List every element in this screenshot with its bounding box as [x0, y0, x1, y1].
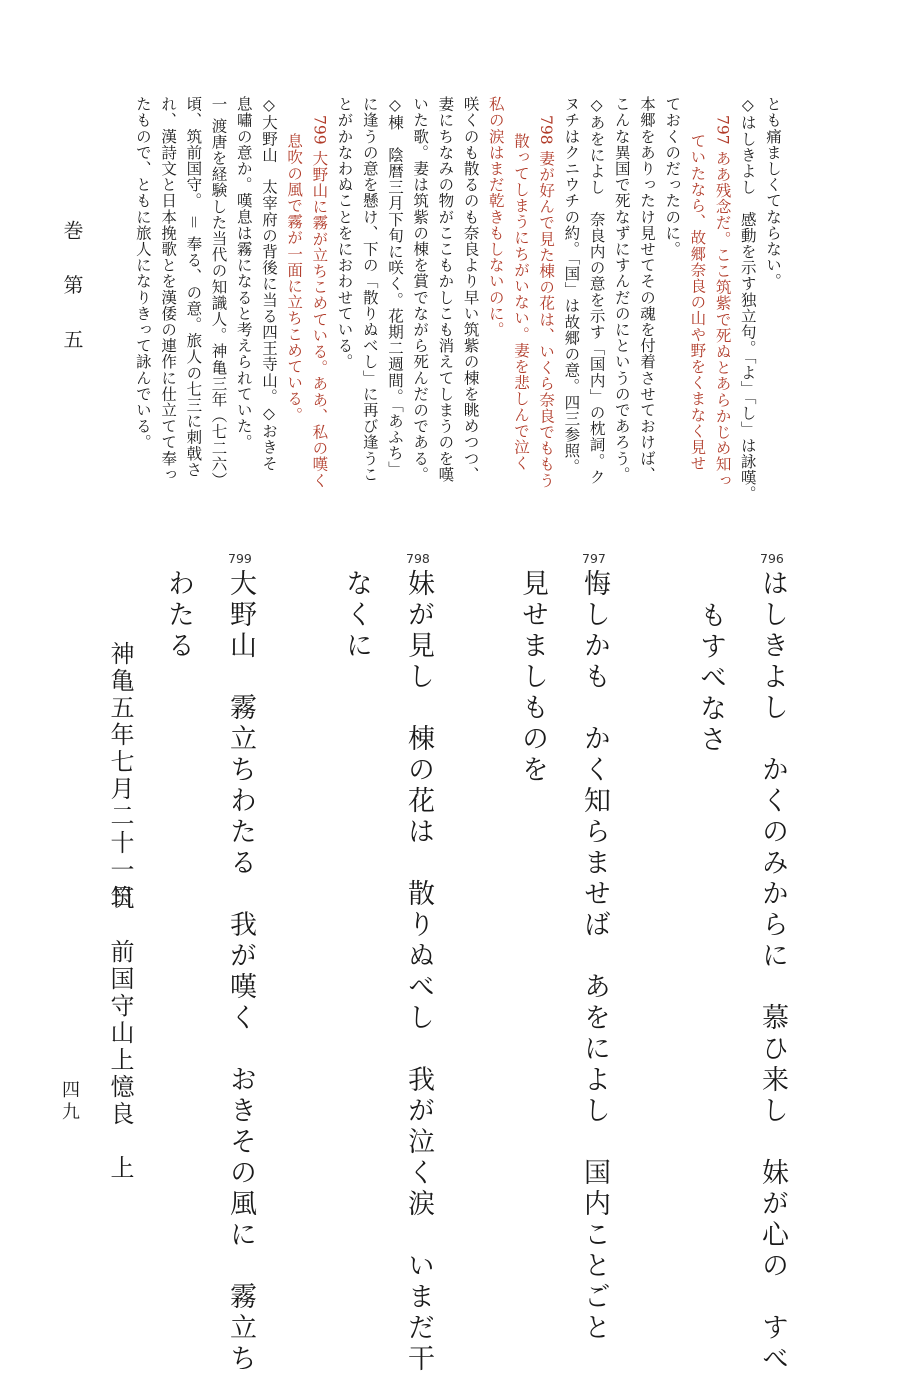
poem-line: 大野山 霧立ちわたる 我が嘆く おきその風に 霧立ち — [225, 569, 256, 1375]
commentary-block — [105, 96, 785, 526]
commentary-line: ておくのだったのに。 — [663, 96, 682, 257]
commentary-line: こんな異国で死なずにすんだのにというのであろう。 — [612, 96, 631, 483]
poem-line: 見せましものを — [517, 569, 548, 786]
poem-block — [100, 545, 800, 1375]
commentary-line: ◇あをによし 奈良内の意を示す「国内」の枕詞。ク — [587, 96, 606, 485]
commentary-line: たもので、ともに旅人になりきって詠んでいる。 — [133, 96, 152, 451]
translation-line: 大野山に霧が立ちこめている。ああ、私の嘆く — [310, 149, 329, 488]
poem-line: 妹が見し 棟の花は 散りぬべし 我が泣く涙 いまだ干 — [403, 569, 434, 1375]
translation-line: 散ってしまうにちがいない。妻を悲しんで泣く — [511, 133, 530, 472]
verse-number: 798 — [537, 114, 556, 145]
commentary-line: 本郷をありったけ見せてその魂を付着させておけば、 — [637, 96, 656, 483]
colophon-author: 筑 前国守山上憶良 上 — [106, 885, 134, 1182]
commentary-line: ◇棟 陰暦三月下旬に咲く。花期二週間。「あふち」 — [385, 96, 404, 478]
poem-line: わたる — [163, 569, 194, 662]
commentary-line: ◇大野山 太宰府の背後に当る四王寺山。◇おきそ — [259, 96, 278, 472]
colophon-date: 神亀五年七月二十一日 — [106, 641, 134, 911]
verse-number: 797 — [713, 114, 732, 145]
poem-number: 797 — [582, 551, 606, 566]
poem-number: 799 — [228, 551, 252, 566]
translation-line: ああ残念だ。ここ筑紫で死ぬとあらかじめ知っ — [713, 149, 732, 488]
poem-line: なくに — [341, 569, 372, 662]
commentary-line: ヌチはクニウチの約。「国」は故郷の意。四三参照。 — [562, 96, 581, 475]
commentary-line: 息嘯の意か。嘆息は霧になると考えられていた。 — [234, 96, 253, 451]
commentary-line: 頃、筑前国守。 ＝ 奉る、の意。旅人の七三に刺戟さ — [184, 96, 203, 478]
commentary-line: 咲くのも散るのも奈良より早い筑紫の棟を眺めつつ、 — [461, 96, 480, 483]
poem-line: 悔しかも かく知らませば あをによし 国内ことごと — [579, 569, 610, 1344]
commentary-line: とがかなわぬことをにおわせている。 — [335, 96, 354, 370]
page-number: 四九 — [59, 1080, 80, 1124]
commentary-line: に逢うの意を懸け、下の「散りぬべし」に再び逢うこ — [360, 96, 379, 483]
poem-line: はしきよし かくのみからに 慕ひ来し 妹が心の すべ — [757, 569, 788, 1375]
poem-number: 796 — [760, 551, 784, 566]
commentary-line: れ、漢詩文と日本挽歌とを漢倭の連作に仕立てて奉っ — [159, 96, 178, 483]
poem-line: もすべなさ — [695, 601, 726, 756]
translation-line: 息吹の風で霧が一面に立ちこめている。 — [285, 133, 304, 423]
commentary-line: 一 渡唐を経験した当代の知識人。神亀三年（七二六） — [209, 96, 228, 488]
running-header: 巻 第 五 — [60, 220, 84, 363]
commentary-line: とも痛ましくてならない。 — [764, 96, 782, 290]
translation-line: ていたなら、故郷奈良の山や野をくまなく見せ — [688, 133, 707, 472]
commentary-line: 妻にちなみの物がここもかしこも消えてしまうのを嘆 — [436, 96, 455, 483]
verse-number: 799 — [310, 114, 329, 145]
translation-line: 私の涙はまだ乾きもしないのに。 — [486, 96, 505, 338]
translation-line: 妻が好んで見た棟の花は、いくら奈良でももう — [537, 149, 556, 488]
commentary-line: いた歌。妻は筑紫の棟を賞でながら死んだのである。 — [411, 96, 430, 483]
poem-number: 798 — [406, 551, 430, 566]
commentary-line: ◇はしきよし 感動を示す独立句。「よ」「し」は詠嘆。 — [738, 96, 757, 502]
